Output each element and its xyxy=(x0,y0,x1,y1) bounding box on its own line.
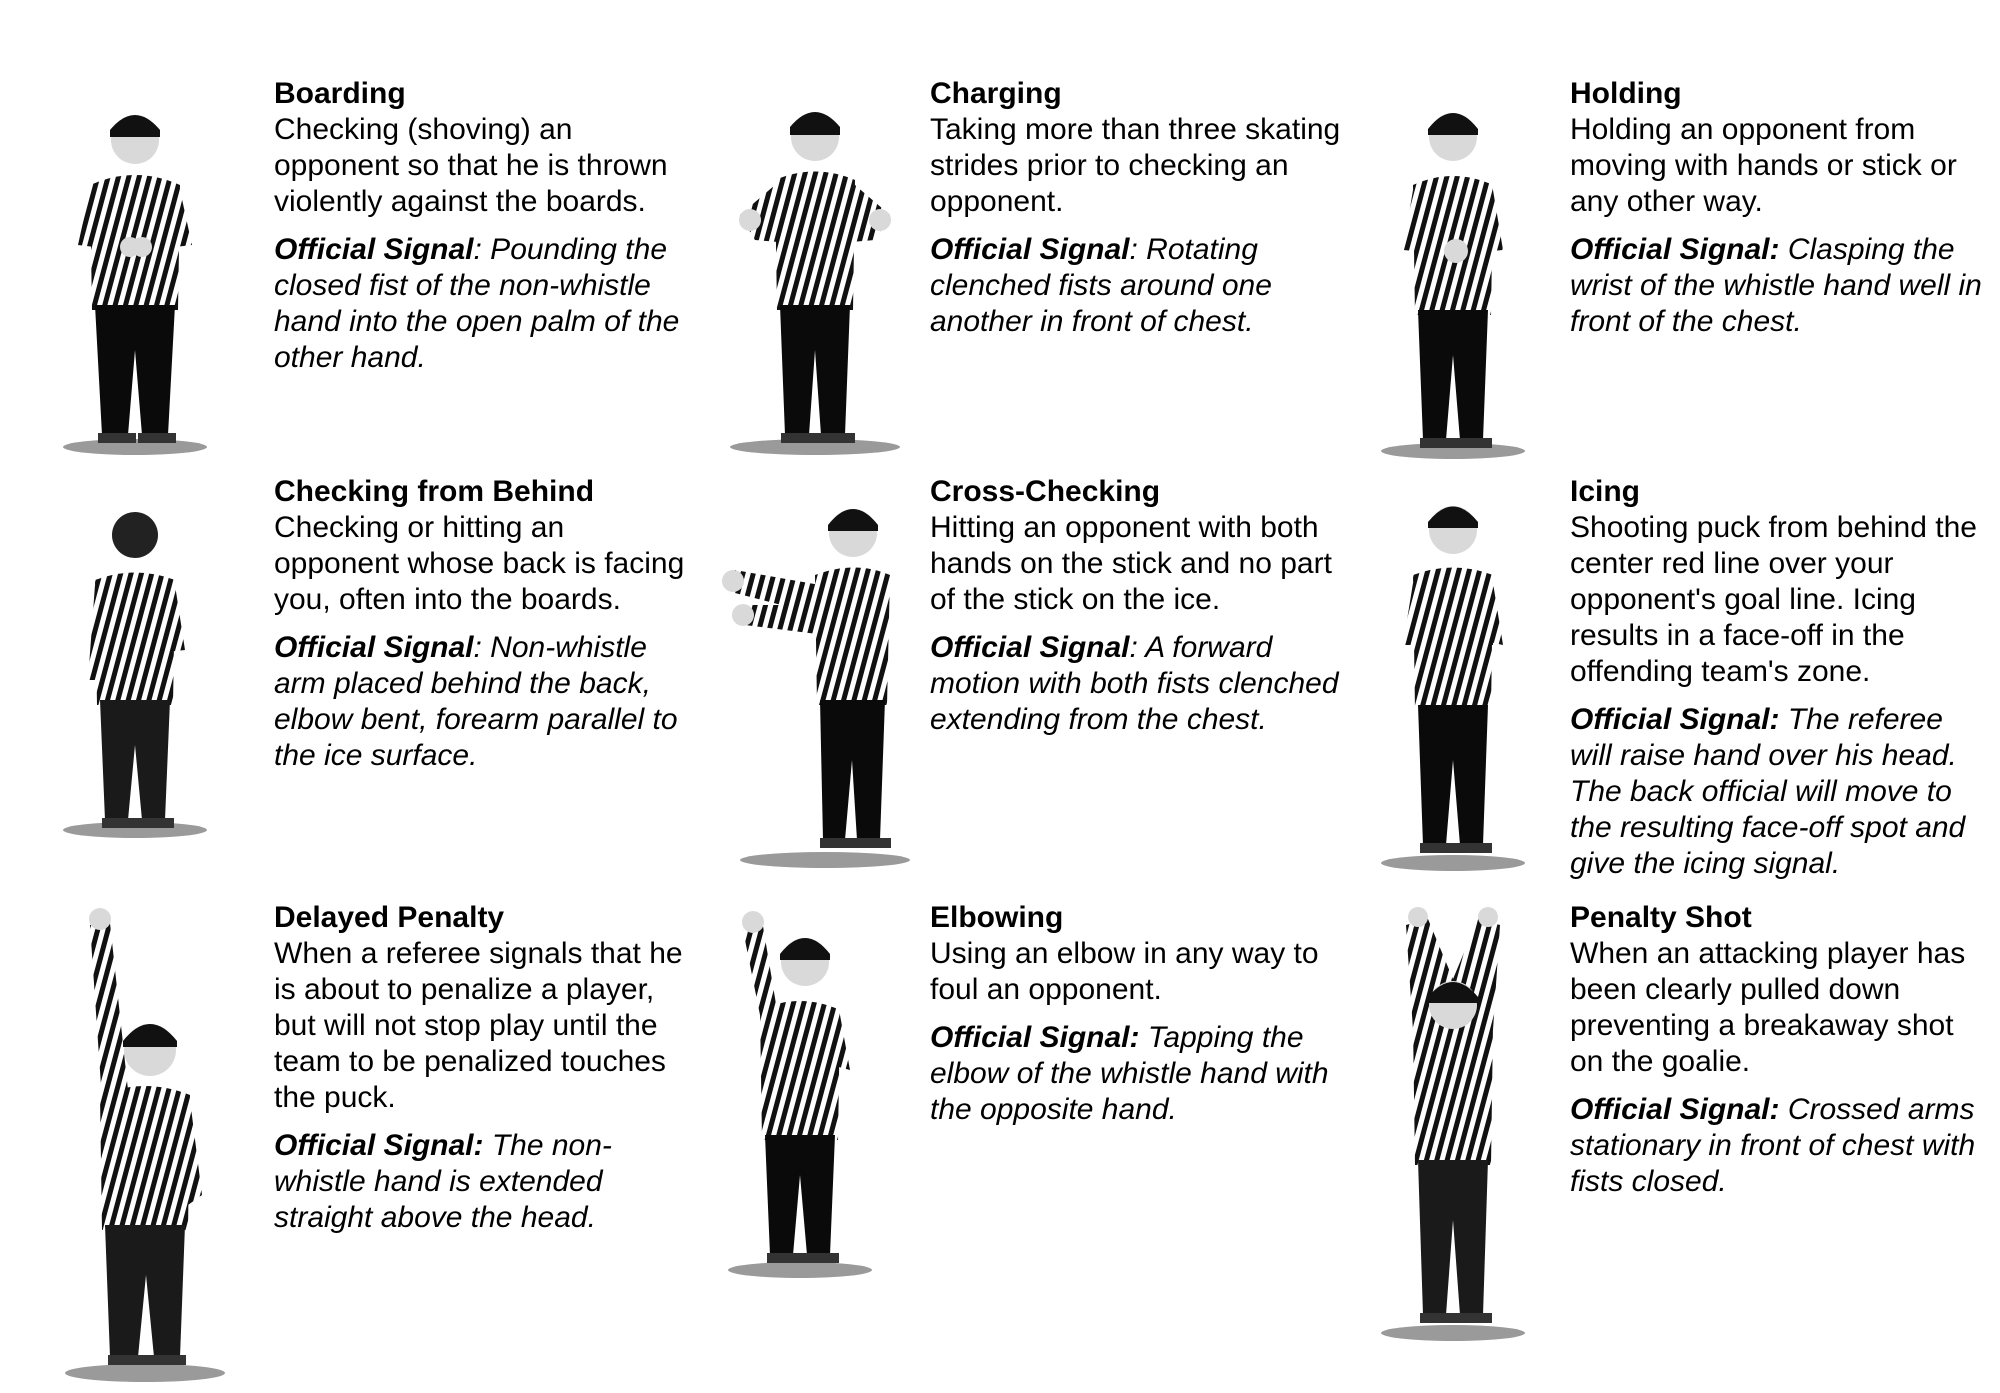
signal-title: Holding xyxy=(1570,77,1682,110)
signal-title: Checking from Behind xyxy=(274,475,595,508)
signal-definition: Holding an opponent from moving with hands or stick or any other way. xyxy=(1570,113,1957,218)
referee-elbowing-figure xyxy=(715,900,885,1280)
official-signal xyxy=(1570,232,1990,340)
official-signal-label: Official Signal: xyxy=(1570,233,1780,266)
official-signal-text: Tapping the elbow of the whistle hand with the opposite hand. xyxy=(930,1021,1329,1126)
official-signal-text: The referee will raise hand over his head. The back official will move to the resulting face-off spot and give the icing signal. xyxy=(1570,703,1966,880)
official-signal xyxy=(930,232,1350,340)
official-signal-label: Official Signal: xyxy=(930,1021,1140,1054)
referee-holding-figure xyxy=(1368,75,1538,460)
referee-icing-figure xyxy=(1368,475,1538,875)
official-signal-label: Official Signal: xyxy=(1570,1093,1780,1126)
signal-title: Icing xyxy=(1570,475,1641,508)
official-signal xyxy=(274,630,694,774)
official-signal-separator: : xyxy=(1129,631,1138,664)
signal-title: Delayed Penalty xyxy=(274,901,505,934)
signal-title: Boarding xyxy=(274,77,406,110)
official-signal-text: A forward motion with both fists clenched extending from the chest. xyxy=(930,631,1339,736)
signal-definition: Taking more than three skating strides prior to checking an opponent. xyxy=(930,113,1341,218)
signal-definition: Checking or hitting an opponent whose back is facing you, often into the boards. xyxy=(274,511,685,616)
referee-boarding-figure xyxy=(50,75,220,455)
official-signal-text: Rotating clenched fists around one another in front of chest. xyxy=(930,233,1272,338)
official-signal xyxy=(1570,702,1990,882)
official-signal-text: Non-whistle arm placed behind the back, elbow bent, forearm parallel to the ice surface. xyxy=(274,631,678,772)
signal-title: Elbowing xyxy=(930,901,1064,934)
official-signal-text: Crossed arms stationary in front of chest with fists closed. xyxy=(1570,1093,1976,1198)
referee-penalty-shot-figure xyxy=(1368,905,1538,1345)
official-signal-separator: : xyxy=(473,631,482,664)
referee-charging-figure xyxy=(715,75,915,455)
official-signal-label: Official Signal xyxy=(274,631,474,664)
signal-title: Cross-Checking xyxy=(930,475,1161,508)
official-signal-separator: : xyxy=(473,233,482,266)
official-signal-label: Official Signal xyxy=(274,233,474,266)
signal-definition: When a referee signals that he is about to penalize a player, but will not stop play until the team to be penalized touches the puck. xyxy=(274,937,683,1114)
official-signal-separator: : xyxy=(1129,233,1138,266)
signal-definition: Hitting an opponent with both hands on the stick and no part of the stick on the ice. xyxy=(930,511,1332,616)
official-signal-label: Official Signal: xyxy=(274,1129,484,1162)
official-signal-text: The non-whistle hand is extended straight above the head. xyxy=(274,1129,612,1234)
signal-definition: Shooting puck from behind the center red line over your opponent's goal line. Icing results in a face-off in the offending team's zone. xyxy=(1570,511,1977,688)
signal-definition: Checking (shoving) an opponent so that he is thrown violently against the boards. xyxy=(274,113,668,218)
official-signal xyxy=(274,232,694,376)
official-signal-label: Official Signal: xyxy=(1570,703,1780,736)
signal-definition: When an attacking player has been clearly pulled down preventing a breakaway shot on the goalie. xyxy=(1570,937,1966,1078)
official-signal-text: Clasping the wrist of the whistle hand well in front of the chest. xyxy=(1570,233,1982,338)
official-signal-label: Official Signal xyxy=(930,631,1130,664)
signal-title: Penalty Shot xyxy=(1570,901,1752,934)
official-signal-text: Pounding the closed fist of the non-whistle hand into the open palm of the other hand. xyxy=(274,233,680,374)
official-signal xyxy=(1570,1092,1990,1200)
referee-delayed-penalty-figure xyxy=(50,905,230,1385)
official-signal xyxy=(274,1128,694,1236)
referee-checking-from-behind-figure xyxy=(50,480,220,840)
official-signal-label: Official Signal xyxy=(930,233,1130,266)
signal-definition: Using an elbow in any way to foul an opponent. xyxy=(930,937,1319,1006)
signal-title: Charging xyxy=(930,77,1062,110)
official-signal xyxy=(930,1020,1350,1128)
referee-cross-checking-figure xyxy=(715,475,915,875)
official-signal xyxy=(930,630,1350,738)
